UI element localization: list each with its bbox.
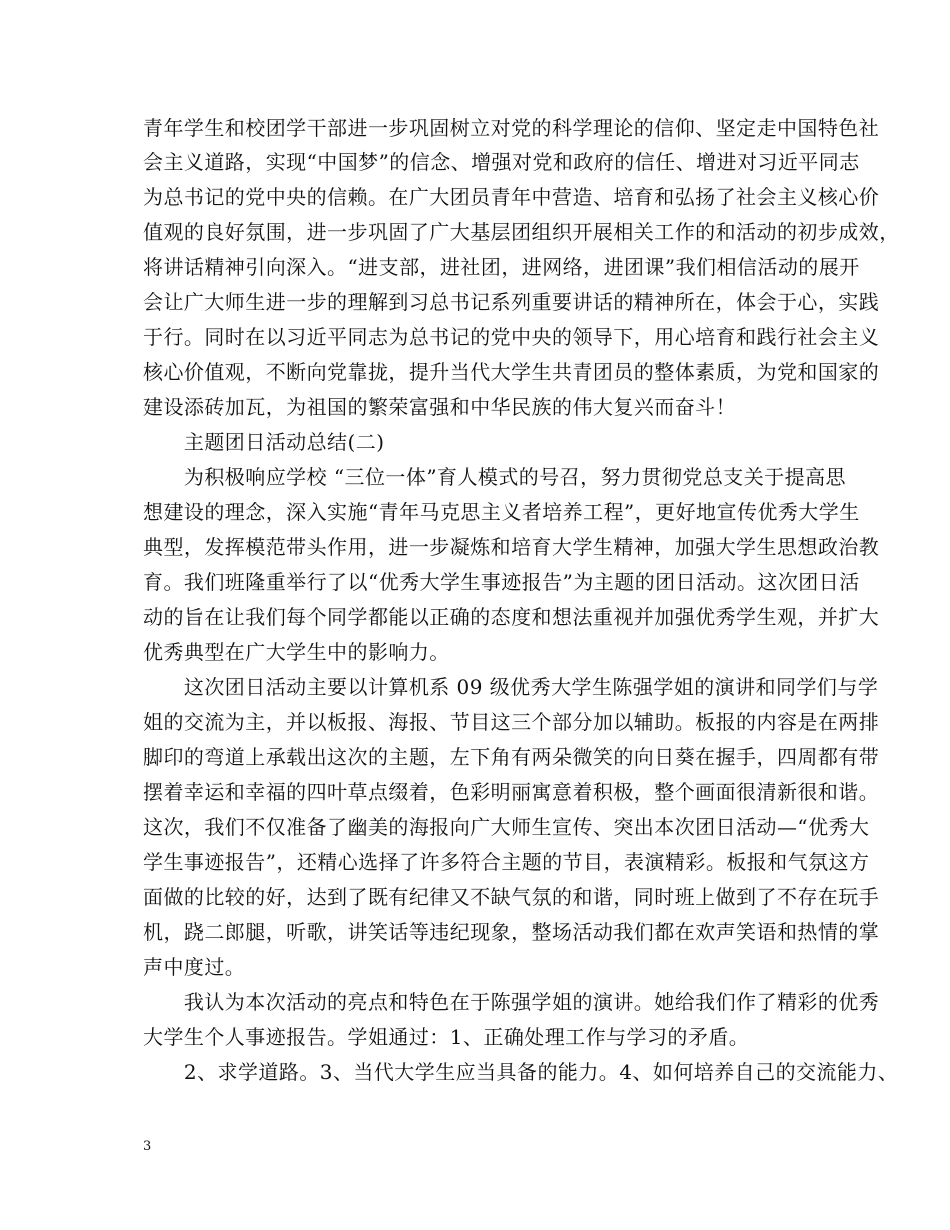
text-line: 声中度过。 [143, 955, 246, 979]
text-line: 学生事迹报告”，还精心选择了许多符合主题的节目，表演精彩。板报和气氛这方 [143, 850, 870, 874]
text-line: 面做的比较的好，达到了既有纪律又不缺气氛的和谐，同时班上做到了不存在玩手 [143, 885, 880, 909]
text-line: 姐的交流为主，并以板报、海报、节目这三个部分加以辅助。板报的内容是在两排 [143, 710, 880, 734]
text-line: 值观的良好氛围，进一步巩固了广大基层团组织开展相关工作的和活动的初步成效， [143, 220, 900, 244]
page-number: 3 [143, 1139, 152, 1154]
text-line: 优秀典型在广大学生中的影响力。 [143, 640, 450, 664]
text-line: 核心价值观，不断向党靠拢，提升当代大学生共青团员的整体素质，为党和国家的 [143, 360, 880, 384]
text-line: 青年学生和校团学干部进一步巩固树立对党的科学理论的信仰、坚定走中国特色社 [143, 116, 880, 140]
text-line: 这次团日活动主要以计算机系 09 级优秀大学生陈强学姐的演讲和同学们与学 [143, 675, 879, 699]
text-line: 脚印的弯道上承载出这次的主题，左下角有两朵微笑的向日葵在握手，四周都有带 [143, 745, 880, 769]
text-line: 这次，我们不仅准备了幽美的海报向广大师生宣传、突出本次团日活动—“优秀大 [143, 815, 870, 839]
section-heading: 主题团日活动总结(二) [143, 430, 385, 454]
text-line: 会让广大师生进一步的理解到习总书记系列重要讲话的精神所在，体会于心，实践 [143, 290, 880, 314]
text-line: 摆着幸运和幸福的四叶草点缀着，色彩明丽寓意着积极，整个画面很清新很和谐。 [143, 780, 880, 804]
text-line: 我认为本次活动的亮点和特色在于陈强学姐的演讲。她给我们作了精彩的优秀 [143, 990, 880, 1014]
text-line: 建设添砖加瓦，为祖国的繁荣富强和中华民族的伟大复兴而奋斗！ [143, 395, 737, 419]
text-line: 动的旨在让我们每个同学都能以正确的态度和想法重视并加强优秀学生观，并扩大 [143, 605, 880, 629]
text-line: 育。我们班隆重举行了以“优秀大学生事迹报告”为主题的团日活动。这次团日活 [143, 570, 860, 594]
text-line: 想建设的理念，深入实施“青年马克思主义者培养工程”，更好地宣传优秀大学生 [143, 500, 860, 524]
text-line: 将讲话精神引向深入。“进支部，进社团，进网络，进团课”我们相信活动的展开 [143, 255, 860, 279]
text-line: 为积极响应学校 “三位一体”育人模式的号召，努力贯彻党总支关于提高思 [143, 465, 847, 489]
text-line: 大学生个人事迹报告。学姐通过：1、正确处理工作与学习的矛盾。 [143, 1025, 750, 1049]
text-line: 于行。同时在以习近平同志为总书记的党中央的领导下，用心培育和践行社会主义 [143, 325, 880, 349]
text-line: 为总书记的党中央的信赖。在广大团员青年中营造、培育和弘扬了社会主义核心价 [143, 185, 880, 209]
text-line: 机，跷二郎腿，听歌，讲笑话等违纪现象，整场活动我们都在欢声笑语和热情的掌 [143, 920, 880, 944]
text-line: 会主义道路，实现“中国梦”的信念、增强对党和政府的信任、增进对习近平同志 [143, 150, 860, 174]
text-line: 典型，发挥模范带头作用，进一步凝炼和培育大学生精神，加强大学生思想政治教 [143, 535, 880, 559]
text-line: 2、求学道路。3、当代大学生应当具备的能力。4、如何培养自己的交流能力、 [143, 1060, 899, 1084]
